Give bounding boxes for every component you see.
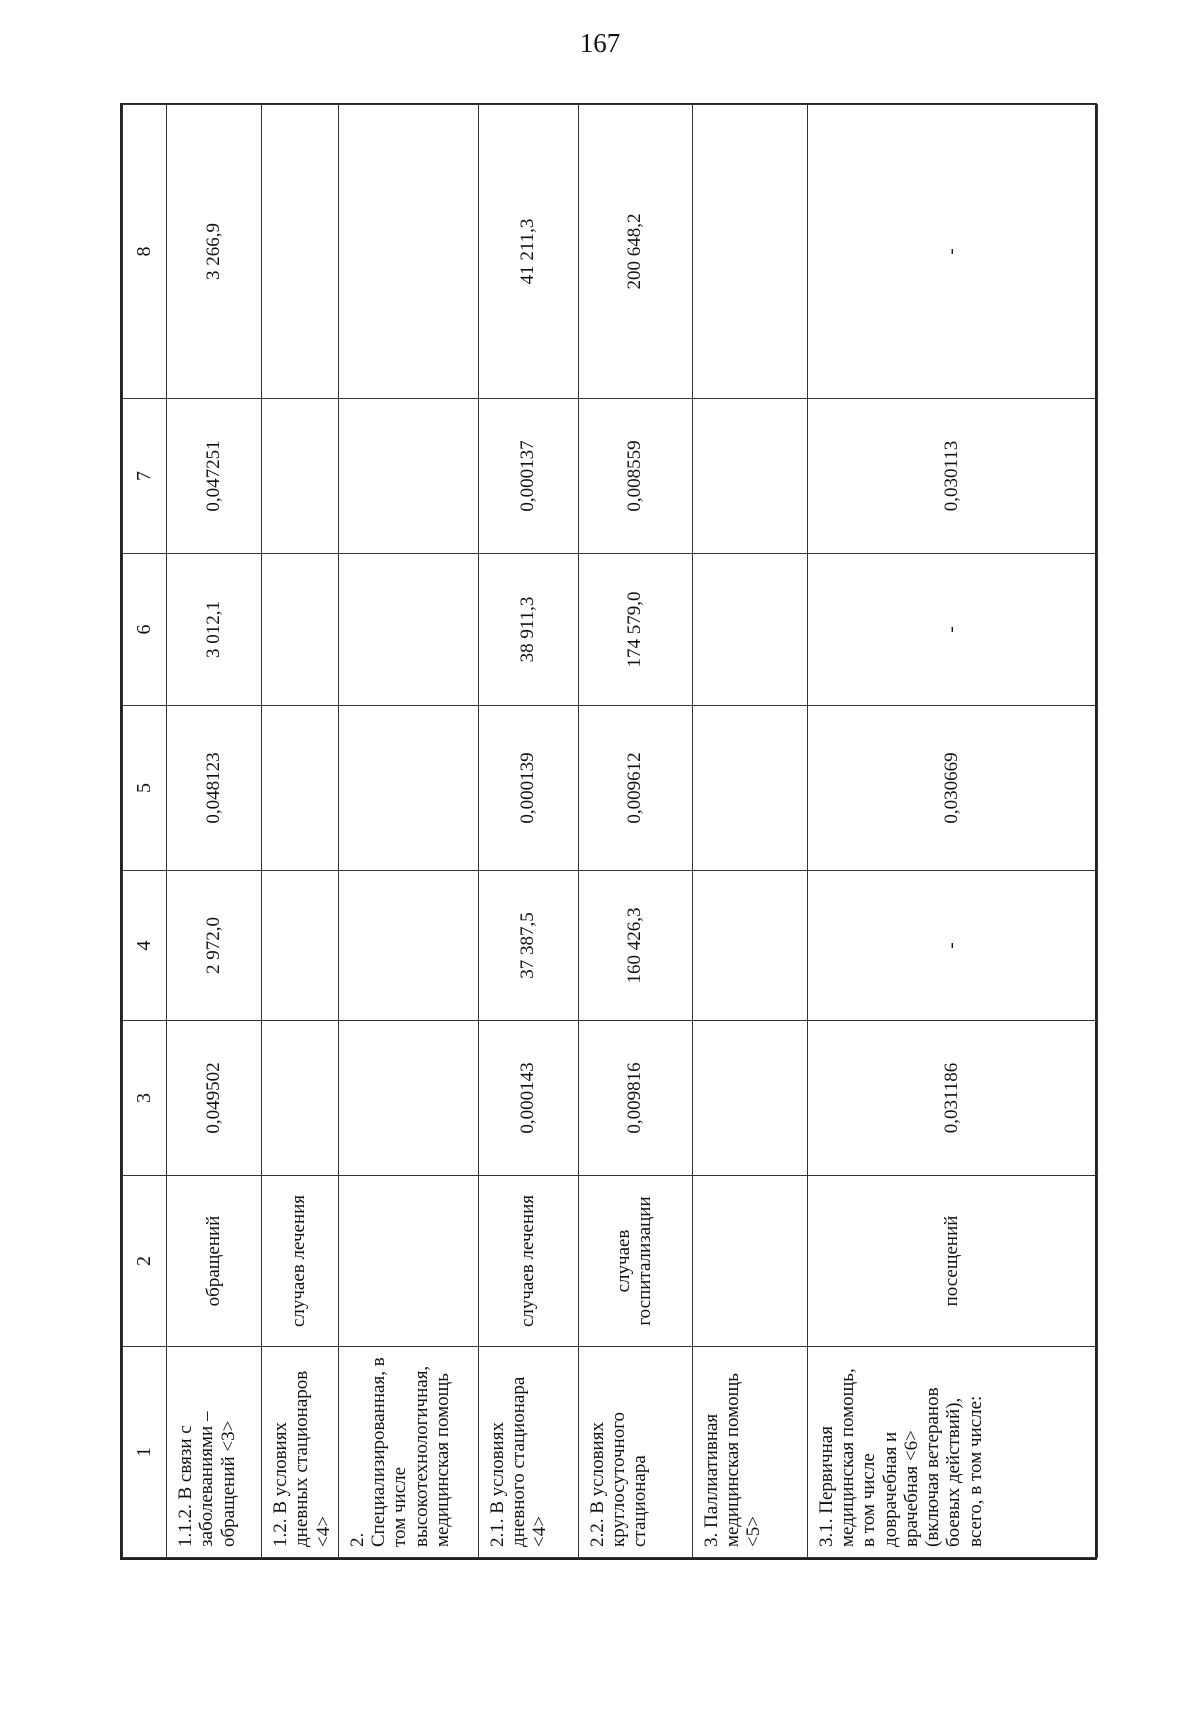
column-header: 6 xyxy=(123,554,167,706)
cell-value: 200 648,2 xyxy=(578,105,692,399)
column-header: 8 xyxy=(123,105,167,399)
cell-description: 2. Специализированная, в том числе высокотехнологичная, медицинская помощь xyxy=(338,1347,478,1558)
cell-value xyxy=(338,399,478,554)
table-row xyxy=(338,105,478,1558)
cell-unit: посещений xyxy=(807,1176,1097,1347)
cell-value: - xyxy=(807,554,1097,706)
table-row xyxy=(692,105,807,1558)
table-row xyxy=(167,105,262,1558)
cell-value: 0,030113 xyxy=(807,399,1097,554)
column-header: 2 xyxy=(123,1176,167,1347)
table-row xyxy=(262,105,339,1558)
cell-value xyxy=(692,399,807,554)
cell-value: 174 579,0 xyxy=(578,554,692,706)
column-header: 1 xyxy=(123,1347,167,1558)
cell-value xyxy=(338,871,478,1021)
cell-value xyxy=(338,706,478,871)
column-header: 4 xyxy=(123,871,167,1021)
cell-value: 0,031186 xyxy=(807,1021,1097,1176)
cell-value xyxy=(692,871,807,1021)
table-row xyxy=(807,105,1097,1558)
cell-value xyxy=(262,1021,339,1176)
cell-unit: случаев госпитализации xyxy=(578,1176,692,1347)
cell-value xyxy=(262,554,339,706)
cell-value xyxy=(262,871,339,1021)
cell-value: 37 387,5 xyxy=(478,871,578,1021)
cell-value: 0,009816 xyxy=(578,1021,692,1176)
cell-value: 2 972,0 xyxy=(167,871,262,1021)
cell-value: 0,048123 xyxy=(167,706,262,871)
cell-value xyxy=(692,1021,807,1176)
table-row xyxy=(578,105,692,1558)
cell-value: 3 012,1 xyxy=(167,554,262,706)
cell-value xyxy=(692,105,807,399)
column-header: 7 xyxy=(123,399,167,554)
cell-value: 0,049502 xyxy=(167,1021,262,1176)
cell-value xyxy=(262,706,339,871)
table-row xyxy=(478,105,578,1558)
cell-value xyxy=(262,399,339,554)
rotated-table-frame xyxy=(120,103,1097,1560)
cell-value: 3 266,9 xyxy=(167,105,262,399)
cell-value: 0,030669 xyxy=(807,706,1097,871)
cell-value: 0,000139 xyxy=(478,706,578,871)
cell-value: 38 911,3 xyxy=(478,554,578,706)
cell-description: 2.2. В условиях круглосуточного стационара xyxy=(578,1347,692,1558)
cell-unit: случаев лечения xyxy=(478,1176,578,1347)
cell-description: 1.1.2. В связи с заболеваниями – обращений <3> xyxy=(167,1347,262,1558)
cell-value xyxy=(692,706,807,871)
cell-value xyxy=(262,105,339,399)
cell-value: 0,000143 xyxy=(478,1021,578,1176)
cell-value: 0,009612 xyxy=(578,706,692,871)
cell-unit xyxy=(338,1176,478,1347)
column-header: 3 xyxy=(123,1021,167,1176)
cell-value: 0,000137 xyxy=(478,399,578,554)
data-table xyxy=(122,104,1098,1558)
cell-value: - xyxy=(807,105,1097,399)
cell-description: 3. Паллиативная медицинская помощь <5> xyxy=(692,1347,807,1558)
cell-unit: случаев лечения xyxy=(262,1176,339,1347)
cell-value: 0,008559 xyxy=(578,399,692,554)
cell-value xyxy=(692,554,807,706)
cell-value xyxy=(338,1021,478,1176)
cell-value: 160 426,3 xyxy=(578,871,692,1021)
page-number: 167 xyxy=(579,28,621,58)
cell-description: 1.2. В условиях дневных стационаров <4> xyxy=(262,1347,339,1558)
cell-unit: обращений xyxy=(167,1176,262,1347)
cell-value: - xyxy=(807,871,1097,1021)
cell-description: 3.1. Первичная медицинская помощь, в том числе доврачебная и врачебная <6> (включая ветеранов боевых действий), всего, в том числе: xyxy=(807,1347,1097,1558)
cell-value: 41 211,3 xyxy=(478,105,578,399)
cell-unit xyxy=(692,1176,807,1347)
cell-description: 2.1. В условиях дневного стационара <4> xyxy=(478,1347,578,1558)
cell-value: 0,047251 xyxy=(167,399,262,554)
cell-value xyxy=(338,105,478,399)
cell-value xyxy=(338,554,478,706)
header-row xyxy=(123,105,167,1558)
column-header: 5 xyxy=(123,706,167,871)
